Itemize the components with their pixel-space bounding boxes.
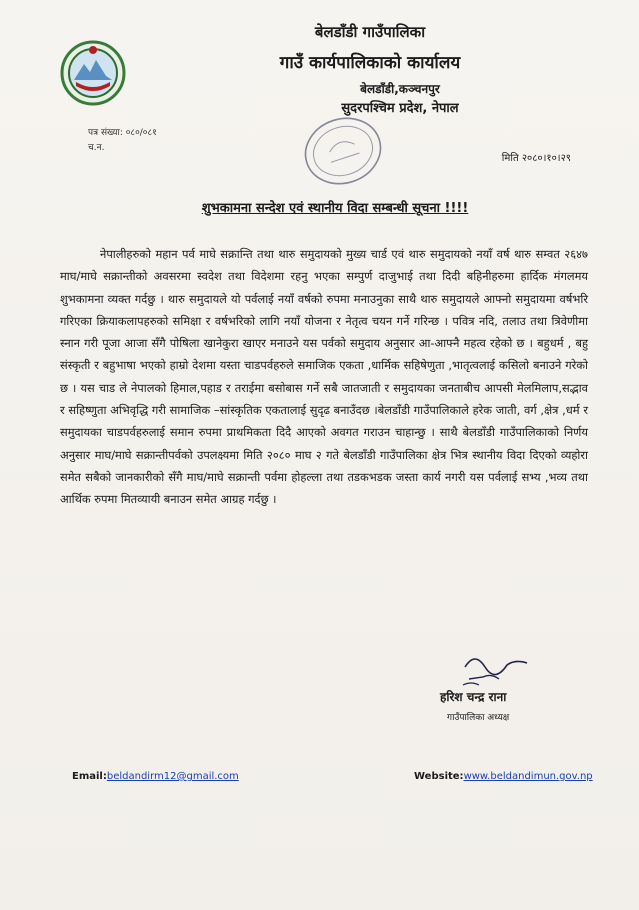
letter-date: मिति २०८०।१०।२९ <box>501 153 571 164</box>
dispatch-number: च.न. <box>88 143 105 153</box>
office-province: सुदरपश्चिम प्रदेश, नेपाल <box>341 101 459 116</box>
website-link[interactable]: www.beldandimun.gov.np <box>463 771 593 782</box>
signatory-title: गाउँपालिका अध्यक्ष <box>447 713 510 723</box>
email-link[interactable]: beldandirm12@gmail.com <box>106 771 239 782</box>
office-address: बेलडाँडी,कञ्चनपुर <box>360 82 440 96</box>
office-stamp-icon <box>300 108 386 194</box>
email-label: Email: <box>72 771 107 782</box>
footer-website <box>414 771 593 782</box>
letter-body: नेपालीहरुको महान पर्व माघे सक्रान्ति तथा थारु समुदायको मुख्य चार्ड एवं थारु समुदायको नयाँ वर्ष थारु सम्वत २६४७ माघ/माघे सक्रान्तीको अवसरमा स्वदेश तथा विदेशमा रहनु भएका सम्पुर्ण दाजुभाई तथा दिदी बहिनीहरुमा हार्दिक मंगलमय शुभकामना व्यक्त गर्दछु । थारु समुदायले यो पर्वलाई नयाँ वर्षको रुपमा मनाउनुका साथै थारु समुदायले आफ्नो समुदायमा वर्षभरि गरिएका क्रियाकलापहरुको समिक्षा र वर्षभरिको लागि नयाँ योजना र नेतृत्व चयन गर्ने गरिन्छ । पवित्र नदि, तलाउ तथा त्रिवेणीमा स्नान गरी पूजा आजा सँगै पोषिला खानेकुरा खाएर मनाउने यस पर्वको समुदाय अनुसार आ-आफ्नै महत्व रहेको छ । बहुधर्म , बहु संस्कृती र बहुभाषा भएको हाम्रो देशमा यस्ता चाडपर्वहरुले समाजिक एकता ,धार्मिक सहिषेणुता ,भातृत्वलाई कसिलो बनाउने गरेको छ । यस चाड ले नेपालको हिमाल,पहाड र तराईमा बसोबास गर्ने सबै जातजाती र समुदायका जनताबीच आपसी मेलमिलाप,सद्भाव र सहिष्णुता अभिवृद्धि गरी सामाजिक –सांस्कृतिक एकतालाई सुदृढ बनाउँदछ ।बेलडाँडी गाउँपालिकाले हरेक जाती, वर्ग ,क्षेत्र ,धर्म र समुदायका चाडपर्वहरुलाई समान रुपमा प्राथमिकता दिदै आएको अवगत गराउन चाहान्छु । साथै बेलडाँडी गाउँपालिकाको निर्णय अनुसार माघ/माघे सक्रान्तीपर्वको उपलक्ष्यमा मिति २०८० माघ २ गते बेलडाँडी गाउँपालिका क्षेत्र भित्र स्थानीय विदा दिएको व्यहोरा समेत सबैको जानकारीको सँगै माघ/माघे सक्रान्ती पर्वमा होहल्ला तथा तडकभडक जस्ता कार्य नगरी यस पर्वलाई सभ्य ,भव्य तथा आर्थिक रुपमा मितव्यायी बनाउन समेत आग्रह गर्दछु । <box>60 247 588 507</box>
signatory-name: हरिश चन्द्र राना <box>440 690 507 704</box>
municipality-name: बेलडाँडी गाउँपालिका <box>314 23 426 41</box>
reference-number: पत्र संख्या: ०८०/०८१ <box>88 128 157 138</box>
footer-email <box>72 771 239 782</box>
letter-subject: शुभकामना सन्देश एवं स्थानीय विदा सम्बन्धी सूचना !!!! <box>201 201 469 216</box>
website-label: Website: <box>414 771 464 782</box>
office-name: गाउँ कार्यपालिकाको कार्यालय <box>279 53 461 73</box>
nepal-emblem-icon <box>60 40 126 106</box>
